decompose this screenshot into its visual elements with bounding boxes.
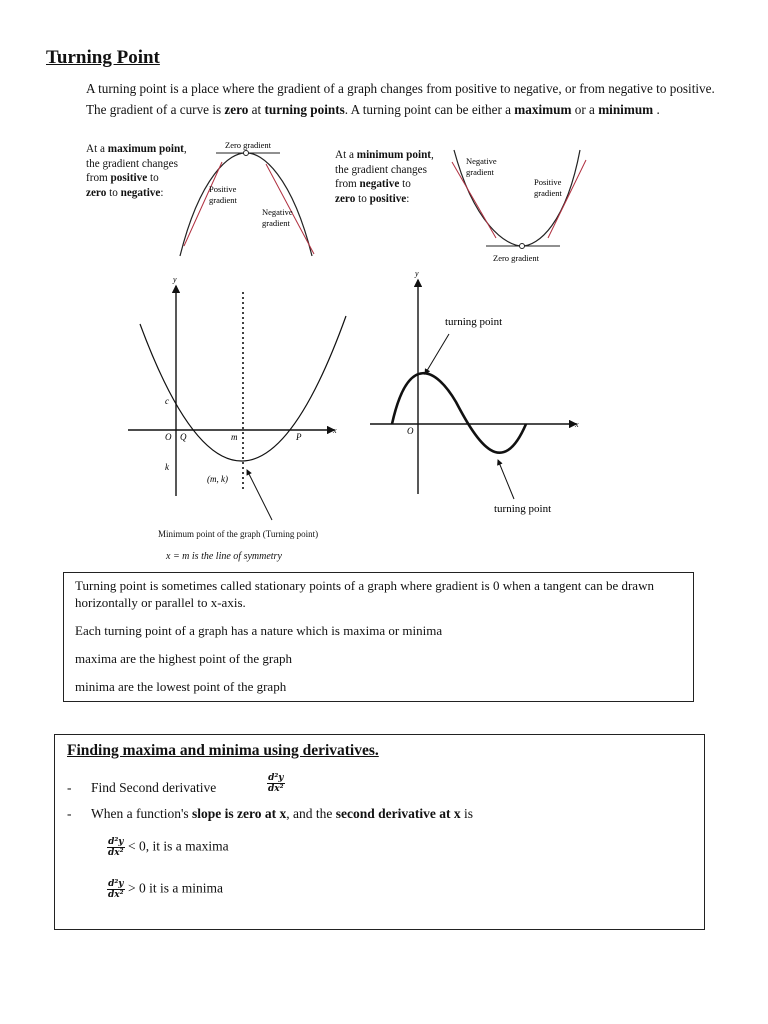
parabola-caption-1: Minimum point of the graph (Turning point): [158, 529, 319, 539]
minimum-description: At a minimum point, the gradient changes from negative to zero to positive:: [335, 149, 434, 205]
minimum-point-diagram: [448, 144, 588, 270]
positive-gradient-label-2: gradient: [534, 188, 562, 198]
x-axis-label: x: [333, 426, 337, 435]
turning-point-label-top: turning point: [445, 316, 503, 328]
zero-gradient-label: Zero gradient: [493, 253, 540, 263]
maximum-point-diagram: [170, 136, 330, 266]
maxima-condition: $\frac{\text{d²y}}{\text{dx²}}$ < 0, it is a maxima: [108, 837, 229, 858]
zero-gradient-label: Zero gradient: [225, 140, 272, 150]
k-label: k: [165, 462, 169, 472]
parabola-graph: [120, 272, 360, 532]
page-title: Turning Point: [46, 47, 160, 68]
parabola-caption-2: x = m is the line of symmetry: [166, 551, 282, 562]
positive-gradient-label-1: Positive: [534, 177, 562, 187]
maximum-curve: [180, 153, 312, 256]
m-label: m: [231, 432, 238, 442]
top-turning-arrow: [425, 334, 449, 374]
bottom-turning-arrow: [498, 460, 514, 499]
turning-point-marker: [520, 244, 525, 249]
second-derivative-fraction: $\frac{\text{d²y}}{\text{dx²}}$: [268, 773, 284, 794]
negative-gradient-label-1: Negative: [466, 156, 497, 166]
box1-line-1: Turning point is sometimes called stationary points of a graph where gradient is 0 when a tangent can be drawn: [75, 578, 654, 593]
intro-line-1: A turning point is a place where the gradient of a graph changes from positive to negative, or from negative to positive.: [86, 81, 715, 96]
y-axis-label: y: [173, 275, 177, 284]
point-label: (m, k): [207, 474, 228, 484]
bullet-dash-1: -: [67, 780, 72, 795]
derivatives-heading: Finding maxima and minima using derivatives.: [67, 742, 379, 759]
cubic-curve: [392, 373, 526, 453]
derivatives-box: [54, 734, 705, 930]
minima-condition: $\frac{\text{d²y}}{\text{dx²}}$ > 0 it is a minima: [108, 879, 223, 900]
origin-label: O: [407, 426, 414, 436]
negative-gradient-label-2: gradient: [262, 218, 290, 228]
negative-gradient-label-2: gradient: [466, 167, 494, 177]
maximum-description: At a maximum point, the gradient changes from positive to zero to negative:: [86, 143, 187, 199]
p-label: P: [296, 432, 302, 442]
turning-point-label-bottom: turning point: [494, 503, 552, 515]
turning-point-marker: [244, 151, 249, 156]
box1-line-2: horizontally or parallel to x-axis.: [75, 595, 246, 610]
positive-gradient-label-2: gradient: [209, 195, 237, 205]
origin-label: O: [165, 432, 172, 442]
y-axis-label: y: [415, 269, 419, 278]
bullet-second-derivative: Find Second derivative: [91, 780, 217, 795]
x-axis-label: x: [575, 420, 579, 429]
box1-line-3: Each turning point of a graph has a nature which is maxima or minima: [75, 623, 443, 638]
box1-line-5: minima are the lowest point of the graph: [75, 679, 287, 694]
positive-tangent: [548, 160, 586, 238]
negative-gradient-label-1: Negative: [262, 207, 293, 217]
bullet-slope-condition: When a function's slope is zero at x, and the second derivative at x is: [91, 806, 474, 821]
box1-line-4: maxima are the highest point of the graph: [75, 651, 292, 666]
c-label: c: [165, 396, 169, 406]
bullet-dash-2: -: [67, 806, 72, 821]
minimum-pointer-arrow: [247, 470, 272, 520]
cubic-graph: [362, 266, 592, 526]
stationary-points-box: [63, 572, 694, 702]
intro-line-2: The gradient of a curve is zero at turning points. A turning point can be either a maximum or a minimum .: [86, 102, 660, 117]
positive-gradient-label-1: Positive: [209, 184, 237, 194]
q-label: Q: [180, 432, 187, 442]
